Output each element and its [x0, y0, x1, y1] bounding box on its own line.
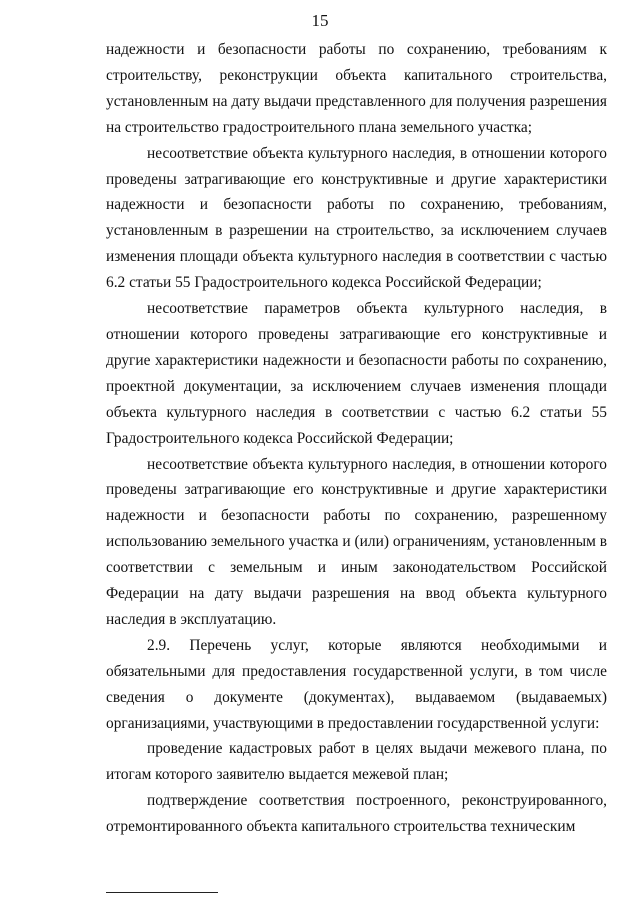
paragraph-cadastral-works: проведение кадастровых работ в целях выдачи межевого плана, по итогам которого заявителю выдается межевой план; — [106, 740, 607, 784]
paragraph-continuation: надежности и безопасности работы по сохранению, требованиям к строительству, реконструкции объекта капитального строительства, установленным на дату выдачи представленного для получения разрешения на строительство градостроительного плана земельного участка; — [106, 41, 607, 136]
paragraph-mismatch-permit: несоответствие объекта культурного наследия, в отношении которого проведены затрагивающие его конструктивные и другие характеристики надежности и безопасности работы по сохранению, требованиям, установленным в разрешении на строительство, за исключением случаев изменения площади объекта культурного наследия в соответствии с частью 6.2 статьи 55 Градостроительного кодекса Российской Федерации; — [106, 144, 607, 292]
paragraph-mismatch-project-docs: несоответствие параметров объекта культурного наследия, в отношении которого проведены затрагивающие его конструктивные и другие характеристики надежности и безопасности работы по сохранению, проектной документации, за исключением случаев изменения площади объекта культурного наследия в соответствии с частью 6.2 статьи 55 Градостроительного кодекса Российской Федерации; — [106, 300, 607, 447]
document-body — [106, 37, 607, 840]
footnote-separator-line — [106, 892, 218, 893]
paragraph-section-2-9: 2.9. Перечень услуг, которые являются необходимыми и обязательными для предоставления государственной услуги, в том числе сведения о документе (документах), выдаваемом (выдаваемых) организациями, участвующими в предоставлении государственной услуги: — [106, 636, 607, 732]
paragraph-conformity-confirmation: подтверждение соответствия построенного, реконструированного, отремонтированного объекта капитального строительства техническим — [106, 792, 607, 836]
page-number: 15 — [311, 11, 329, 30]
paragraph-mismatch-land-use: несоответствие объекта культурного наследия, в отношении которого проведены затрагивающие его конструктивные и другие характеристики надежности и безопасности работы по сохранению, разрешенному использованию земельного участка и (или) ограничениям, установленным в соответствии с земельным и иным законодательством Российской Федерации на дату выдачи разрешения на ввод объекта культурного наследия в эксплуатацию. — [106, 455, 607, 628]
